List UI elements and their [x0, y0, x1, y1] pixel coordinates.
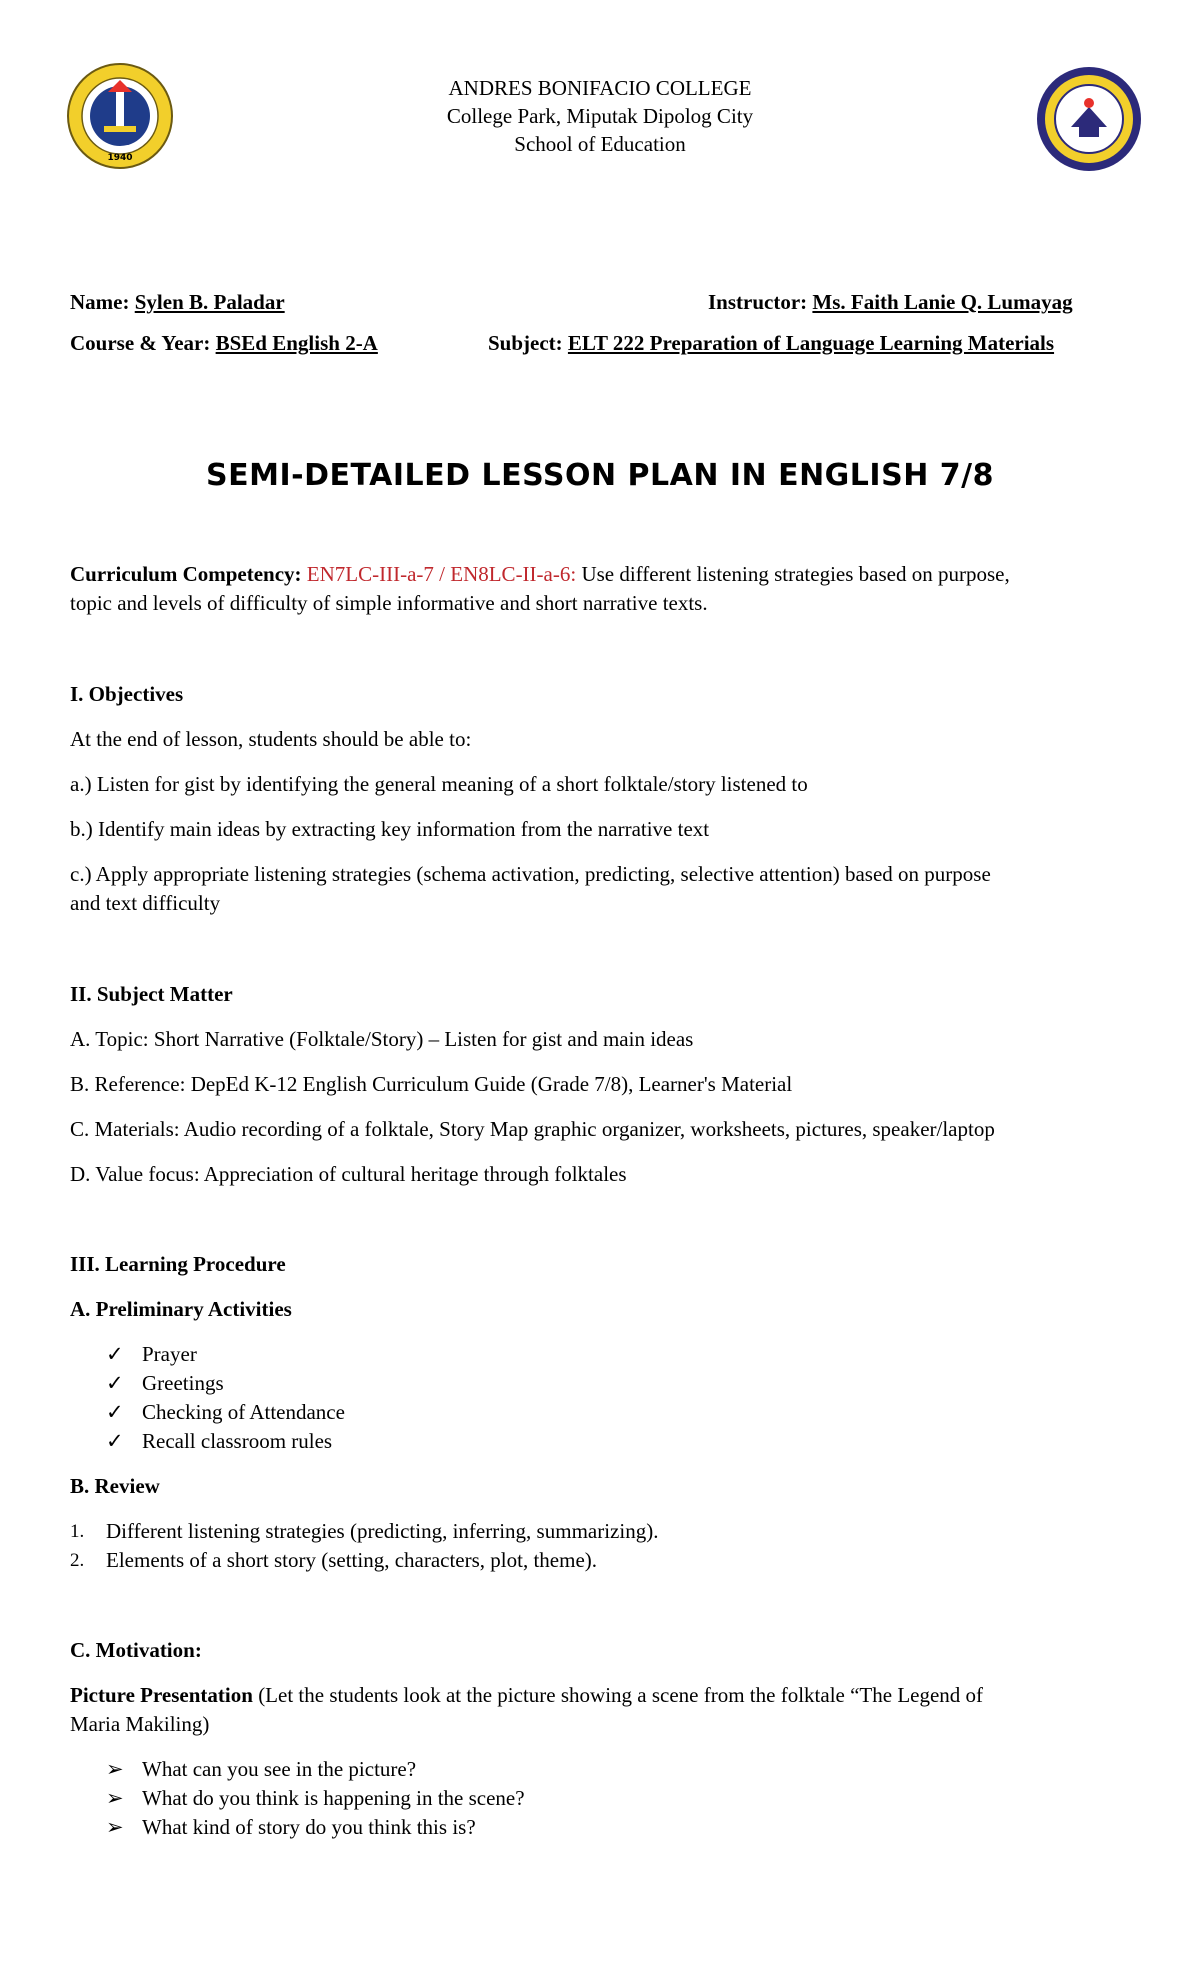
seal-year: 1940 — [107, 153, 133, 163]
competency-line-1 — [70, 560, 1010, 589]
review-heading: B. Review — [70, 1474, 160, 1498]
objectives-heading: I. Objectives — [70, 682, 184, 706]
check-mark-icon: ✓ — [106, 1342, 124, 1366]
subject-matter-reference: B. Reference: DepEd K-12 English Curriculum Guide (Grade 7/8), Learner's Material — [70, 1072, 793, 1096]
subject-value: ELT 222 Preparation of Language Learning Materials — [567, 331, 1055, 355]
picture-presentation-label: Picture Presentation — [70, 1683, 253, 1707]
list-item — [106, 1427, 124, 1456]
check-mark-icon: ✓ — [106, 1371, 124, 1395]
subject-row — [488, 329, 1054, 358]
preliminary-item-greetings: Greetings — [142, 1371, 224, 1395]
subject-matter-topic: A. Topic: Short Narrative (Folktale/Story) – Listen for gist and main ideas — [70, 1027, 694, 1051]
course-row — [70, 329, 378, 358]
competency-text: Use different listening strategies based on purpose, — [576, 562, 1010, 586]
list-item — [106, 1813, 124, 1842]
check-mark-icon: ✓ — [106, 1400, 124, 1424]
name-label: Name: — [70, 290, 130, 314]
school-name: School of Education — [514, 132, 686, 156]
competency-label: Curriculum Competency: — [70, 562, 302, 586]
objective-c-line-1: c.) Apply appropriate listening strategies (schema activation, predicting, selective attention) based on purpose — [70, 862, 991, 886]
instructor-value: Ms. Faith Lanie Q. Lumayag — [812, 290, 1073, 314]
picture-presentation-text: (Let the students look at the picture showing a scene from the folktale “The Legend of — [252, 1683, 984, 1707]
objectives-intro: At the end of lesson, students should be able to: — [70, 727, 472, 751]
instructor-label: Instructor: — [708, 290, 808, 314]
preliminary-heading: A. Preliminary Activities — [70, 1297, 292, 1321]
instructor-row — [708, 288, 1073, 317]
review-number: 2. — [70, 1550, 85, 1571]
objective-b: b.) Identify main ideas by extracting key information from the narrative text — [70, 817, 710, 841]
college-name: ANDRES BONIFACIO COLLEGE — [448, 76, 752, 100]
preliminary-item-attendance: Checking of Attendance — [142, 1400, 345, 1424]
list-item — [106, 1755, 124, 1784]
picture-presentation-line-2: Maria Makiling) — [70, 1712, 210, 1736]
arrow-bullet-icon: ➢ — [106, 1815, 124, 1839]
picture-presentation-line-1 — [70, 1681, 983, 1710]
subject-label: Subject: — [488, 331, 563, 355]
arrow-bullet-icon: ➢ — [106, 1786, 124, 1810]
question-2: What do you think is happening in the scene? — [142, 1786, 525, 1810]
question-1: What can you see in the picture? — [142, 1757, 417, 1781]
list-item — [106, 1369, 124, 1398]
subject-matter-materials: C. Materials: Audio recording of a folktale, Story Map graphic organizer, worksheets, pictures, speaker/laptop — [70, 1117, 995, 1141]
review-item-1: Different listening strategies (predicting, inferring, summarizing). — [106, 1519, 659, 1543]
review-item-2: Elements of a short story (setting, characters, plot, theme). — [106, 1548, 598, 1572]
list-item — [106, 1398, 124, 1427]
objective-a: a.) Listen for gist by identifying the general meaning of a short folktale/story listened to — [70, 772, 808, 796]
subject-matter-value-focus: D. Value focus: Appreciation of cultural heritage through folktales — [70, 1162, 627, 1186]
preliminary-item-prayer: Prayer — [142, 1342, 197, 1366]
subject-matter-heading: II. Subject Matter — [70, 982, 233, 1006]
preliminary-item-rules: Recall classroom rules — [142, 1429, 333, 1453]
competency-code: EN7LC-III-a-7 / EN8LC-II-a-6: — [301, 562, 577, 586]
college-header — [0, 74, 1200, 158]
course-label: Course & Year: — [70, 331, 211, 355]
review-number: 1. — [70, 1521, 85, 1542]
arrow-bullet-icon: ➢ — [106, 1757, 124, 1781]
competency-line-2: topic and levels of difficulty of simple informative and short narrative texts. — [70, 591, 708, 615]
name-row — [70, 288, 285, 317]
list-item — [106, 1784, 124, 1813]
college-address: College Park, Miputak Dipolog City — [446, 104, 754, 128]
check-mark-icon: ✓ — [106, 1429, 124, 1453]
objective-c-line-2: and text difficulty — [70, 891, 221, 915]
course-value: BSEd English 2-A — [215, 331, 378, 355]
list-item — [106, 1340, 124, 1369]
page-title: SEMI-DETAILED LESSON PLAN IN ENGLISH 7/8 — [206, 458, 994, 493]
procedure-heading: III. Learning Procedure — [70, 1252, 286, 1276]
motivation-heading: C. Motivation: — [70, 1638, 202, 1662]
question-3: What kind of story do you think this is? — [142, 1815, 476, 1839]
name-value: Sylen B. Paladar — [134, 290, 285, 314]
